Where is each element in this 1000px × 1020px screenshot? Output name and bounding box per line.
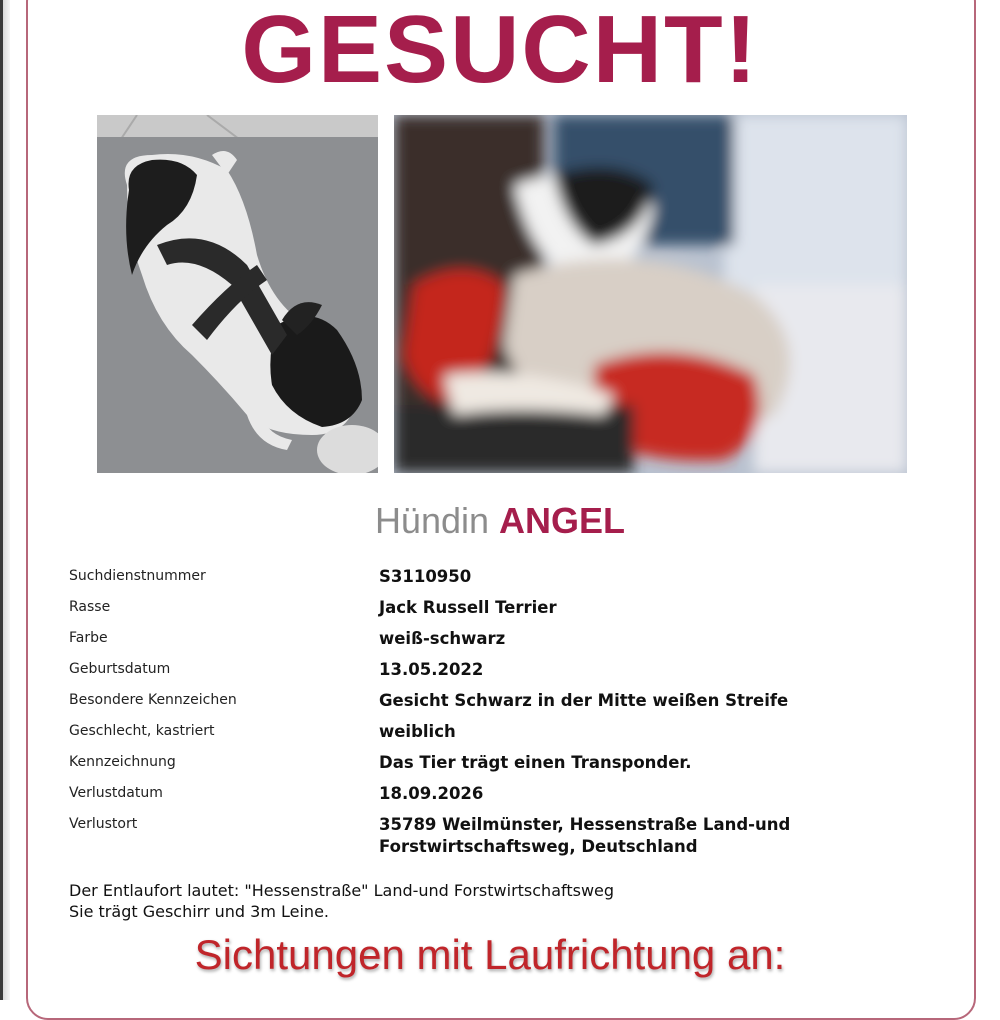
detail-label: Kennzeichnung	[69, 754, 176, 770]
escape-note	[69, 880, 614, 922]
escape-location-text: Der Entlaufort lautet: "Hessenstraße" Land-und Forstwirtschaftsweg	[69, 881, 615, 900]
detail-value: Gesicht Schwarz in der Mitte weißen Streife	[379, 691, 789, 710]
detail-label: Besondere Kennzeichen	[69, 692, 237, 708]
detail-value-address	[379, 814, 899, 858]
detail-value: 18.09.2026	[379, 784, 484, 803]
address-line-1: 35789 Weilmünster, Hessenstraße Land-und	[379, 815, 791, 834]
harness-leash-text: Sie trägt Geschirr und 3m Leine.	[69, 902, 329, 921]
detail-value: Jack Russell Terrier	[379, 598, 557, 617]
dog-photo-lying	[97, 115, 378, 473]
sightings-heading: Sichtungen mit Laufrichtung an:	[194, 931, 786, 978]
detail-value: weiblich	[379, 722, 456, 741]
detail-label: Rasse	[69, 599, 111, 615]
address-line-2: Forstwirtschaftsweg, Deutschland	[379, 837, 698, 856]
detail-value: S3110950	[379, 567, 472, 586]
detail-label: Suchdienstnummer	[69, 568, 206, 584]
dog-name-heading	[0, 496, 1000, 546]
detail-label: Verlustdatum	[69, 785, 163, 801]
dog-held-icon	[394, 115, 907, 473]
detail-label: Geschlecht, kastriert	[69, 723, 215, 739]
detail-value: Das Tier trägt einen Transponder.	[379, 753, 692, 772]
dog-lying-icon	[97, 115, 378, 473]
detail-value: 13.05.2022	[379, 660, 484, 679]
poster-headline: GESUCHT!	[241, 0, 759, 103]
detail-label: Verlustort	[69, 816, 138, 832]
dog-sex-label: Hündin	[374, 500, 490, 541]
dog-photo-held	[394, 115, 907, 473]
detail-label: Farbe	[69, 630, 108, 646]
dog-name: ANGEL	[499, 500, 626, 541]
detail-value: weiß-schwarz	[379, 629, 506, 648]
detail-label: Geburtsdatum	[69, 661, 171, 677]
